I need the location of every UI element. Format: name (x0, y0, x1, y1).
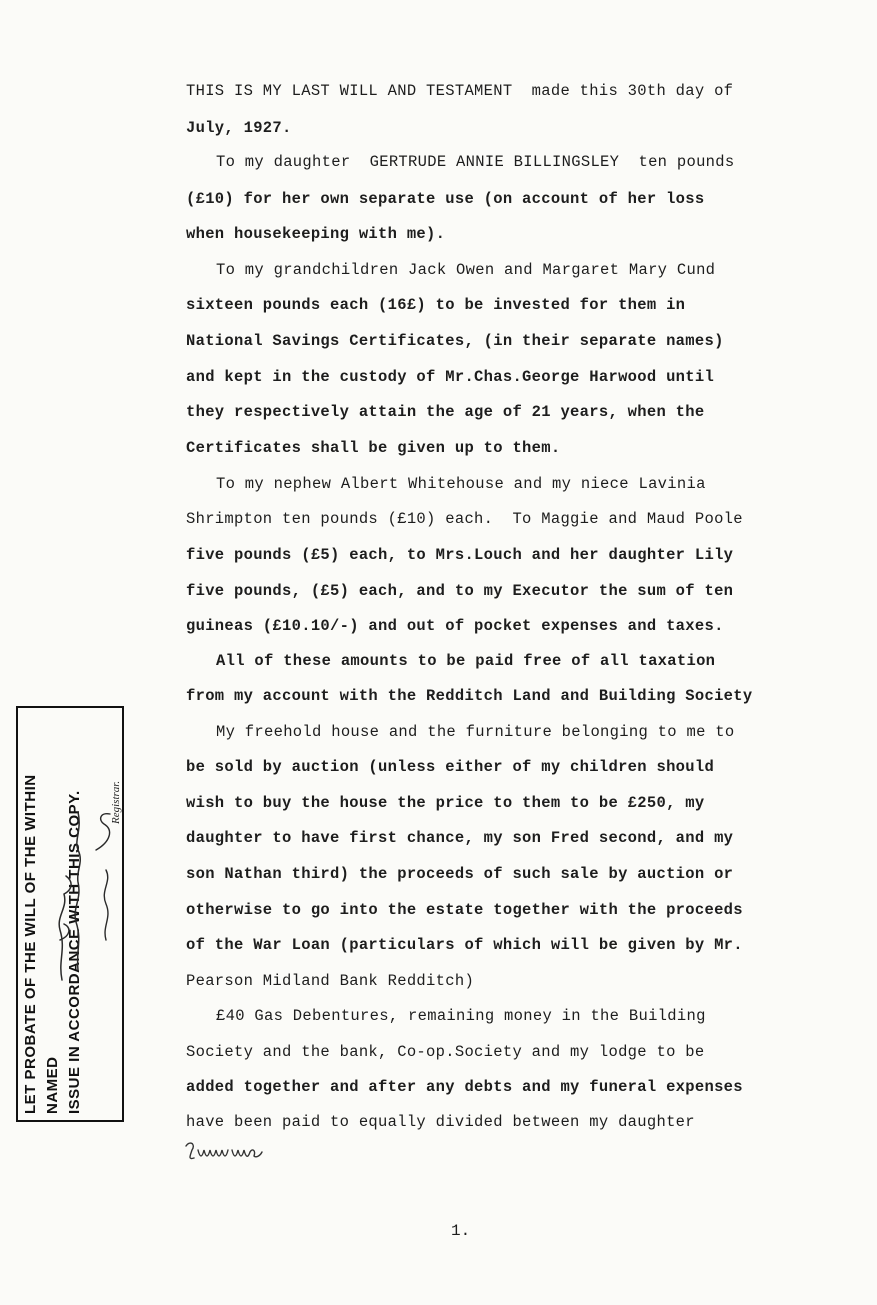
text-line: guineas (£10.10/-) and out of pocket expenses and taxes. (186, 617, 724, 635)
text-line: All of these amounts to be paid free of all taxation (216, 652, 716, 670)
stamp-line: NAMED (44, 1056, 61, 1114)
text-line: (£10) for her own separate use (on account of her loss (186, 190, 705, 208)
text-line: son Nathan third) the proceeds of such sale by auction or (186, 865, 734, 883)
text-line: To my daughter GERTRUDE ANNIE BILLINGSLEY ten pounds (216, 153, 735, 171)
text-line: July, 1927. (186, 119, 292, 137)
text-line: Shrimpton ten pounds (£10) each. To Maggie and Maud Poole (186, 510, 743, 528)
text-line: THIS IS MY LAST WILL AND TESTAMENT made this 30th day of (186, 82, 734, 100)
stamp-line: ISSUE IN ACCORDANCE WITH THIS COPY. (66, 790, 83, 1114)
text-line: Pearson Midland Bank Redditch) (186, 972, 475, 990)
stamp-handwriting (20, 790, 130, 990)
text-line: £40 Gas Debentures, remaining money in the Building (216, 1007, 706, 1025)
page-number: 1. (451, 1222, 471, 1240)
stamp-registrar: Registrar. (110, 780, 122, 824)
text-line: they respectively attain the age of 21 years, when the (186, 403, 705, 421)
text-line: National Savings Certificates, (in their separate names) (186, 332, 724, 350)
text-line: five pounds, (£5) each, and to my Executor the sum of ten (186, 582, 734, 600)
stamp-line: LET PROBATE OF THE WILL OF THE WITHIN (22, 774, 39, 1114)
text-line: To my grandchildren Jack Owen and Margaret Mary Cund (216, 261, 716, 279)
text-line: sixteen pounds each (16£) to be invested for them in (186, 296, 686, 314)
text-line: Society and the bank, Co-op.Society and my lodge to be (186, 1043, 705, 1061)
text-line: To my nephew Albert Whitehouse and my niece Lavinia (216, 475, 706, 493)
text-line: have been paid to equally divided between my daughter (186, 1113, 695, 1131)
text-line: daughter to have first chance, my son Fred second, and my (186, 829, 734, 847)
text-line: My freehold house and the furniture belonging to me to (216, 723, 735, 741)
text-line: when housekeeping with me). (186, 225, 446, 243)
text-line: five pounds (£5) each, to Mrs.Louch and her daughter Lily (186, 546, 734, 564)
text-line: wish to buy the house the price to them to be £250, my (186, 794, 705, 812)
text-line: Certificates shall be given up to them. (186, 439, 561, 457)
text-line: be sold by auction (unless either of my children should (186, 758, 715, 776)
text-line: from my account with the Redditch Land and Building Society (186, 687, 753, 705)
text-line: otherwise to go into the estate together with the proceeds (186, 901, 743, 919)
text-line: added together and after any debts and my funeral expenses (186, 1078, 743, 1096)
text-line: of the War Loan (particulars of which will be given by Mr. (186, 936, 743, 954)
handwritten-initials (182, 1136, 266, 1166)
text-line: and kept in the custody of Mr.Chas.George Harwood until (186, 368, 715, 386)
